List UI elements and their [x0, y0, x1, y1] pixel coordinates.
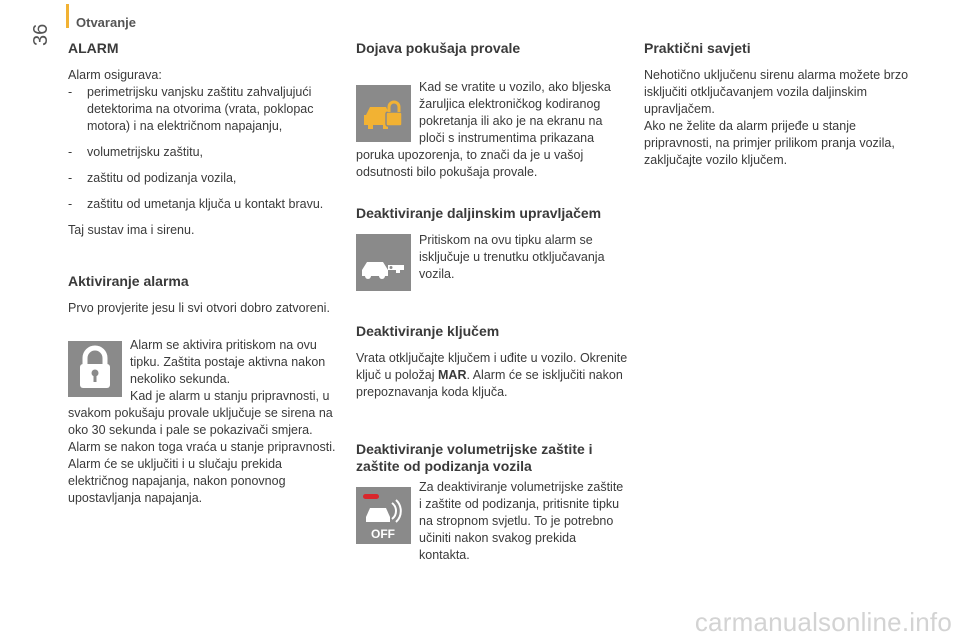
car-lock-warning-icon	[356, 85, 411, 142]
alarm-intro: Alarm osigurava:	[68, 68, 162, 82]
watermark: carmanualsonline.info	[694, 607, 952, 637]
volumetric-deactivation-body: Za deaktiviranje volumetrijske zaštite i zaštite od podizanja, pritisnite tipku na stropnom svjetlu. To je potrebno učiniti nakon svakog prekida kontakta.	[419, 480, 624, 562]
off-label: OFF	[371, 527, 395, 541]
list-item: - volumetrijsku zaštitu,	[68, 145, 204, 159]
tips-body: Nehotično uključenu sirenu alarma možete brzo isključiti otključavanjem vozila daljinskim upravljačem.	[644, 68, 909, 116]
activation-body: Alarm se aktivira pritiskom na ovu tipku. Zaštita postaje aktivna nakon nekoliko sekunda.	[130, 338, 326, 386]
remote-deactivation-heading: Deaktiviranje daljinskim upravljačem	[356, 205, 602, 221]
header-accent-bar	[66, 4, 69, 28]
column-middle	[356, 40, 628, 564]
list-item: - zaštitu od umetanja ključa u kontakt bravu.	[68, 197, 324, 211]
remote-unlock-icon	[356, 234, 411, 291]
column-left	[68, 40, 343, 507]
key-deactivation-body: Vrata otključajte ključem i uđite u vozilo. Okrenite ključ u položaj MAR. Alarm će se isključiti nakon prepoznavanja koda ključa.	[356, 351, 628, 399]
alarm-list	[68, 84, 343, 213]
break-in-body: Kad se vratite u vozilo, ako bljeska žaruljica elektroničkog kodiranog pokretanja ili ako je na ekranu na ploči s instrumentima prikazana poruka upozorenja, to znači da je u vašoj odsutnosti bilo pokušaja provale.	[356, 80, 611, 179]
column-right	[644, 40, 914, 169]
tips-heading: Praktični savjeti	[644, 40, 751, 56]
tips-body-2: Ako ne želite da alarm prijeđe u stanje pripravnosti, na primjer prilikom pranja vozila, zaključajte vozilo ključem.	[644, 119, 895, 167]
page-number: 36	[30, 23, 52, 46]
key-deactivation-heading: Deaktiviranje ključem	[356, 323, 500, 339]
activation-body-4: Alarm će se uključiti i u slučaju prekida električnog napajanja, nakon ponovnog upostavljanja napajanja.	[68, 457, 286, 505]
alarm-heading: ALARM	[68, 40, 119, 56]
volumetric-deactivation-heading: Deaktiviranje volumetrijske zaštite i zaštite od podizanja vozila	[356, 441, 593, 474]
lock-button-icon	[68, 341, 122, 397]
break-in-heading: Dojava pokušaja provale	[356, 40, 521, 56]
mar-position: MAR	[438, 368, 467, 382]
activation-body-2: Kad je alarm u stanju pripravnosti, u svakom pokušaju provale uključuje se sirena na oko 30 sekunda i pale se pokazivači smjera.	[68, 389, 333, 437]
activation-heading: Aktiviranje alarma	[68, 273, 189, 289]
activation-intro: Prvo provjerite jesu li svi otvori dobro zatvoreni.	[68, 301, 330, 315]
page-title: Otvaranje	[76, 15, 136, 30]
list-item: - perimetrijsku vanjsku zaštitu zahvaljujući detektorima na otvorima (vrata, poklopac motora) i na električnom napajanju,	[68, 85, 314, 133]
volumetric-off-icon	[356, 487, 411, 544]
activation-body-3: Alarm se nakon toga vraća u stanje pripravnosti.	[68, 440, 336, 454]
list-item: - zaštitu od podizanja vozila,	[68, 171, 237, 185]
remote-deactivation-body: Pritiskom na ovu tipku alarm se isključuje u trenutku otključavanja vozila.	[419, 233, 605, 281]
siren-text: Taj sustav ima i sirenu.	[68, 223, 195, 237]
